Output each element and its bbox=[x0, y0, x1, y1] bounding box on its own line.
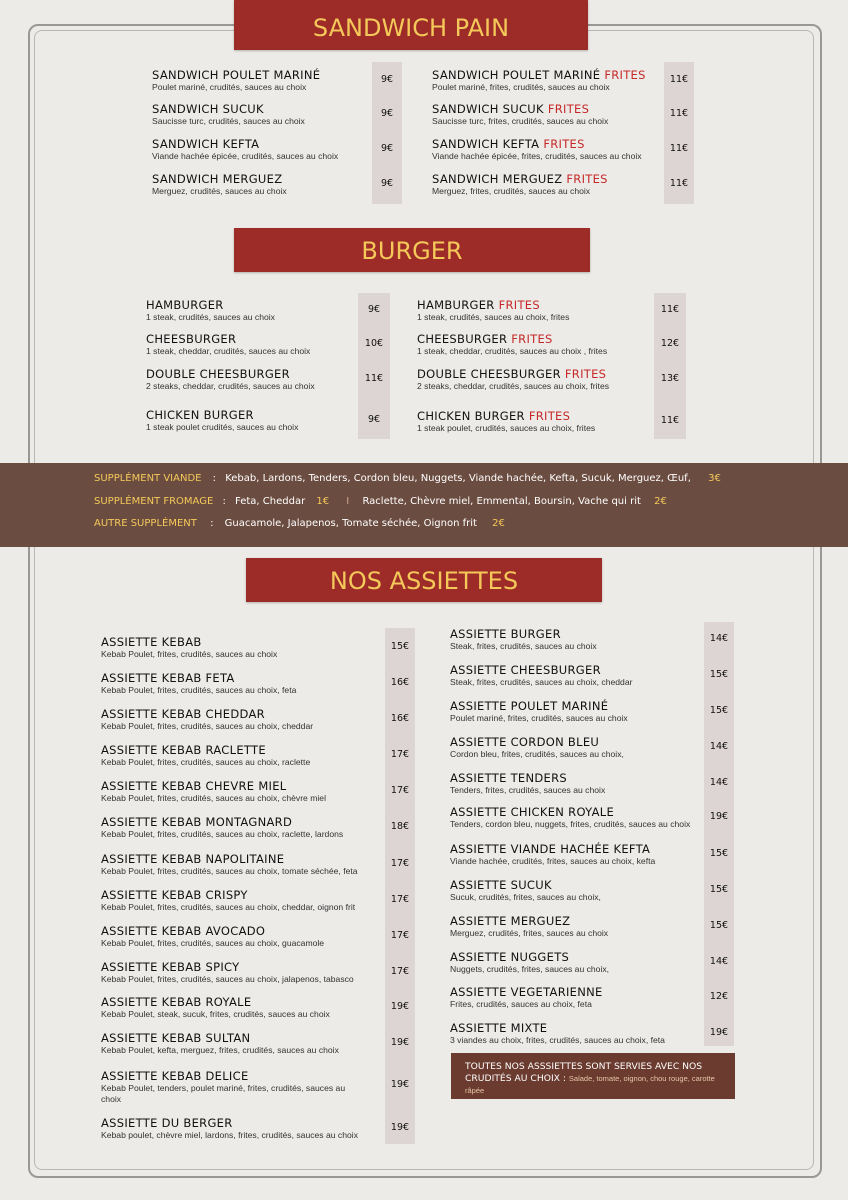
menu-item-price: 15€ bbox=[390, 641, 410, 652]
section-title-burger: BURGER bbox=[361, 237, 463, 265]
menu-item-description: Tenders, frites, crudités, sauces au choix bbox=[450, 785, 606, 795]
menu-item-title: ASSIETTE KEBAB SPICY bbox=[101, 960, 240, 974]
menu-item-title: SANDWICH KEFTA bbox=[432, 137, 540, 151]
menu-item-title: ASSIETTE CHICKEN ROYALE bbox=[450, 805, 615, 819]
menu-item-description: Kebab Poulet, frites, crudités, sauces au choix, tomate séchée, feta bbox=[101, 866, 358, 876]
menu-item-price: 11€ bbox=[660, 304, 680, 315]
menu-item-frites-highlight: FRITES bbox=[564, 367, 607, 381]
menu-item-description: Kebab Poulet, frites, crudités, sauces au choix bbox=[101, 649, 278, 659]
menu-item-description: Kebab Poulet, frites, crudités, sauces au choix, jalapenos, tabasco bbox=[101, 974, 354, 984]
menu-item-description: 1 steak, crudités, sauces au choix, frites bbox=[417, 312, 570, 322]
menu-item bbox=[101, 1031, 376, 1056]
menu-item-title: SANDWICH MERGUEZ bbox=[432, 172, 563, 186]
menu-item-description: 1 steak, cheddar, crudités, sauces au choix bbox=[146, 346, 311, 356]
menu-item-price: 19€ bbox=[709, 811, 729, 822]
menu-item-price: 10€ bbox=[364, 338, 384, 349]
menu-item-title: DOUBLE CHEESBURGER bbox=[146, 367, 290, 381]
section-title-sandwich: SANDWICH PAIN bbox=[312, 14, 510, 42]
menu-item-title: SANDWICH SUCUK bbox=[152, 102, 264, 116]
menu-item-price: 19€ bbox=[390, 1001, 410, 1012]
menu-item bbox=[417, 409, 647, 434]
menu-item bbox=[450, 878, 700, 903]
colon: : bbox=[210, 518, 214, 529]
menu-item-title: ASSIETTE KEBAB bbox=[101, 635, 202, 649]
menu-item-description: Viande hachée épicée, frites, crudités, sauces au choix bbox=[432, 151, 642, 161]
menu-item-price: 9€ bbox=[380, 108, 394, 119]
menu-item-price: 15€ bbox=[709, 669, 729, 680]
menu-item-description: 3 viandes au choix, frites, crudités, sauces au choix, feta bbox=[450, 1035, 665, 1045]
menu-item-price: 19€ bbox=[390, 1079, 410, 1090]
menu-item-price: 11€ bbox=[669, 108, 689, 119]
menu-item-name bbox=[101, 1031, 376, 1045]
menu-item-title: ASSIETTE KEBAB SULTAN bbox=[101, 1031, 251, 1045]
menu-item-description: Viande hachée épicée, crudités, sauces au choix bbox=[152, 151, 339, 161]
menu-item-title: SANDWICH KEFTA bbox=[152, 137, 260, 151]
menu-item-title: HAMBURGER bbox=[146, 298, 224, 312]
menu-item-name bbox=[101, 671, 376, 685]
menu-item-name bbox=[101, 815, 376, 829]
menu-item-price: 14€ bbox=[709, 633, 729, 644]
menu-item bbox=[101, 1069, 376, 1105]
menu-item-title: ASSIETTE BURGER bbox=[450, 627, 561, 641]
menu-item bbox=[101, 779, 376, 804]
menu-item-name bbox=[432, 137, 657, 151]
menu-item bbox=[450, 985, 700, 1010]
menu-item-description: Kebab Poulet, frites, crudités, sauces au choix, raclette bbox=[101, 757, 311, 767]
menu-item-price: 11€ bbox=[364, 373, 384, 384]
menu-item-description: Frites, crudités, sauces au choix, feta bbox=[450, 999, 592, 1009]
menu-item-title: SANDWICH POULET MARINÉ bbox=[152, 68, 321, 82]
menu-item-description: Saucisse turc, crudités, sauces au choix bbox=[152, 116, 305, 126]
note-line-2-label: CRUDITÉS AU CHOIX : bbox=[465, 1073, 566, 1084]
supplement-fromage-items-2: Raclette, Chèvre miel, Emmental, Boursin, Vache qui rit bbox=[362, 496, 641, 507]
menu-item-frites-highlight: FRITES bbox=[604, 68, 646, 82]
note-crudites-list-end: râpée bbox=[465, 1086, 485, 1095]
menu-item-price: 14€ bbox=[709, 956, 729, 967]
menu-item-description: 2 steaks, cheddar, crudités, sauces au choix bbox=[146, 381, 315, 391]
menu-item-title: ASSIETTE KEBAB ROYALE bbox=[101, 995, 252, 1009]
menu-item-name bbox=[417, 409, 647, 423]
menu-item-description: Kebab Poulet, frites, crudités, sauces au choix, cheddar, oignon frit bbox=[101, 902, 356, 912]
supplement-fromage-price-1: 1€ bbox=[316, 496, 330, 507]
menu-item-price: 15€ bbox=[709, 848, 729, 859]
supplement-autre-items: Guacamole, Jalapenos, Tomate séchée, Oignon frit bbox=[224, 518, 477, 529]
menu-item-price: 12€ bbox=[709, 991, 729, 1002]
supplement-fromage-price-2: 2€ bbox=[654, 496, 667, 507]
menu-item-price: 17€ bbox=[390, 930, 410, 941]
note-line-2 bbox=[465, 1073, 725, 1085]
menu-item-name bbox=[432, 102, 657, 116]
menu-item bbox=[450, 842, 700, 867]
menu-item-title: ASSIETTE KEBAB NAPOLITAINE bbox=[101, 852, 285, 866]
menu-item-title: ASSIETTE KEBAB CRISPY bbox=[101, 888, 248, 902]
menu-item-title: ASSIETTE KEBAB MONTAGNARD bbox=[101, 815, 293, 829]
menu-item-title: ASSIETTE TENDERS bbox=[450, 771, 567, 785]
menu-item-price: 17€ bbox=[390, 749, 410, 760]
menu-item bbox=[101, 707, 376, 732]
menu-item bbox=[450, 735, 700, 760]
colon: : bbox=[212, 473, 217, 484]
menu-item-frites-highlight: FRITES bbox=[566, 172, 608, 186]
menu-item-frites-highlight: FRITES bbox=[498, 298, 540, 312]
crudites-note bbox=[451, 1053, 735, 1099]
menu-item-name bbox=[152, 102, 367, 116]
menu-item-price: 12€ bbox=[660, 338, 680, 349]
menu-item bbox=[101, 960, 376, 985]
menu-item-price: 11€ bbox=[669, 74, 689, 85]
supplement-viande-row bbox=[94, 473, 721, 484]
menu-item bbox=[417, 332, 647, 357]
menu-item-price: 19€ bbox=[390, 1122, 410, 1133]
menu-item-name bbox=[101, 707, 376, 721]
menu-item bbox=[152, 172, 367, 197]
menu-item-description: Steak, frites, crudités, sauces au choix, cheddar bbox=[450, 677, 633, 687]
menu-item-title: SANDWICH MERGUEZ bbox=[152, 172, 283, 186]
menu-item-title: ASSIETTE NUGGETS bbox=[450, 950, 570, 964]
menu-item-name bbox=[450, 735, 700, 749]
menu-item-description: Kebab Poulet, frites, crudités, sauces au choix, raclette, lardons bbox=[101, 829, 344, 839]
menu-item bbox=[101, 671, 376, 696]
menu-item-price: 14€ bbox=[709, 777, 729, 788]
menu-item-description: Saucisse turc, frites, crudités, sauces au choix bbox=[432, 116, 609, 126]
menu-item-price: 13€ bbox=[660, 373, 680, 384]
menu-item-name bbox=[450, 1021, 700, 1035]
menu-item-title: HAMBURGER bbox=[417, 298, 495, 312]
supplement-viande-label: SUPPLÉMENT VIANDE bbox=[94, 473, 202, 484]
menu-item-name bbox=[450, 950, 700, 964]
menu-item-price: 17€ bbox=[390, 966, 410, 977]
menu-item bbox=[101, 743, 376, 768]
menu-item-name bbox=[450, 985, 700, 999]
section-banner-burger bbox=[234, 228, 590, 272]
menu-item-description: Kebab Poulet, frites, crudités, sauces au choix, cheddar bbox=[101, 721, 314, 731]
menu-item bbox=[450, 627, 700, 652]
menu-item-name bbox=[101, 960, 376, 974]
menu-item-description: Sucuk, crudités, frites, sauces au choix, bbox=[450, 892, 601, 902]
menu-item-description: Nuggets, crudités, frites, sauces au choix, bbox=[450, 964, 610, 974]
menu-item-title: ASSIETTE KEBAB CHEDDAR bbox=[101, 707, 265, 721]
menu-item-name bbox=[432, 68, 657, 82]
menu-item bbox=[450, 805, 700, 830]
menu-item-frites-highlight: FRITES bbox=[528, 409, 571, 423]
menu-item bbox=[146, 408, 351, 433]
menu-item-description: Kebab Poulet, frites, crudités, sauces au choix, guacamole bbox=[101, 938, 325, 948]
supplement-viande-items: Kebab, Lardons, Tenders, Cordon bleu, Nuggets, Viande hachée, Kefta, Sucuk, Merguez, Œuf, bbox=[225, 473, 691, 484]
menu-item-description: 1 steak poulet crudités, sauces au choix bbox=[146, 422, 299, 432]
menu-item-description: Merguez, crudités, sauces au choix bbox=[152, 186, 287, 196]
menu-item-frites-highlight: FRITES bbox=[543, 137, 585, 151]
supplement-fromage-row bbox=[94, 496, 667, 507]
menu-item-description: 1 steak, cheddar, crudités, sauces au choix , frites bbox=[417, 346, 608, 356]
supplement-autre-label: AUTRE SUPPLÉMENT bbox=[94, 518, 197, 529]
menu-item-description: 1 steak, crudités, sauces au choix bbox=[146, 312, 275, 322]
menu-item-description: 1 steak poulet, crudités, sauces au choix, frites bbox=[417, 423, 596, 433]
menu-item-description: Kebab poulet, chèvre miel, lardons, frites, crudités, sauces au choix bbox=[101, 1130, 358, 1140]
menu-item-name bbox=[432, 172, 657, 186]
separator: I bbox=[346, 496, 350, 507]
menu-item-name bbox=[417, 332, 647, 346]
assiettes-right-price-strip bbox=[704, 622, 734, 1046]
menu-item-description: Merguez, crudités, frites, sauces au choix bbox=[450, 928, 609, 938]
menu-item-title: ASSIETTE CHEESBURGER bbox=[450, 663, 601, 677]
note-line-1: TOUTES NOS ASSSIETTES SONT SERVIES AVEC NOS bbox=[465, 1061, 703, 1072]
menu-item-name bbox=[101, 743, 376, 757]
menu-item-name bbox=[450, 627, 700, 641]
menu-item-title: CHICKEN BURGER bbox=[146, 408, 254, 422]
menu-item-frites-highlight: FRITES bbox=[511, 332, 553, 346]
menu-item-title: SANDWICH SUCUK bbox=[432, 102, 544, 116]
menu-item-description: Poulet mariné, frites, crudités, sauces au choix bbox=[432, 82, 610, 92]
menu-item-title: ASSIETTE KEBAB CHEVRE MIEL bbox=[101, 779, 287, 793]
menu-item bbox=[152, 102, 367, 127]
menu-item bbox=[146, 367, 351, 392]
menu-item-name bbox=[101, 995, 376, 1009]
menu-item-title: ASSIETTE KEBAB AVOCADO bbox=[101, 924, 266, 938]
menu-item-frites-highlight: FRITES bbox=[547, 102, 590, 116]
menu-item-name bbox=[450, 878, 700, 892]
menu-item bbox=[146, 332, 351, 357]
menu-item-description: Tenders, cordon bleu, nuggets, frites, crudités, sauces au choix bbox=[450, 819, 691, 829]
menu-item-price: 17€ bbox=[390, 894, 410, 905]
menu-item-name bbox=[450, 842, 700, 856]
menu-item-title: ASSIETTE POULET MARINÉ bbox=[450, 699, 609, 713]
menu-item-description: Kebab Poulet, steak, sucuk, frites, crudités, sauces au choix bbox=[101, 1009, 330, 1019]
menu-item bbox=[450, 663, 700, 688]
menu-item-name bbox=[101, 779, 376, 793]
menu-item bbox=[450, 771, 700, 796]
menu-item-title: CHICKEN BURGER bbox=[417, 409, 525, 423]
menu-item-name bbox=[450, 914, 700, 928]
menu-item-name bbox=[101, 888, 376, 902]
menu-item-name bbox=[146, 298, 351, 312]
menu-item-name bbox=[152, 68, 367, 82]
colon: : bbox=[222, 496, 226, 507]
menu-item-price: 11€ bbox=[669, 178, 689, 189]
menu-item bbox=[146, 298, 351, 323]
menu-item-price: 15€ bbox=[709, 884, 729, 895]
menu-item-description: Viande hachée, crudités, frites, sauces au choix, kefta bbox=[450, 856, 656, 866]
menu-item-title: ASSIETTE KEBAB DELICE bbox=[101, 1069, 249, 1083]
menu-item bbox=[450, 914, 700, 939]
menu-item-description: Kebab Poulet, kefta, merguez, frites, crudités, sauces au choix bbox=[101, 1045, 339, 1055]
supplement-autre-price: 2€ bbox=[492, 518, 505, 529]
menu-item-price: 19€ bbox=[709, 1027, 729, 1038]
menu-item-name bbox=[450, 699, 700, 713]
menu-item-name bbox=[146, 367, 351, 381]
assiettes-left-price-strip bbox=[385, 628, 415, 1144]
note-crudites-list: Salade, tomate, oignon, chou rouge, carotte bbox=[568, 1074, 715, 1083]
menu-item-name bbox=[101, 635, 376, 649]
menu-item-title: ASSIETTE CORDON BLEU bbox=[450, 735, 600, 749]
menu-item-title: SANDWICH POULET MARINÉ bbox=[432, 68, 601, 82]
menu-item bbox=[101, 924, 376, 949]
menu-item-description: Merguez, frites, crudités, sauces au choix bbox=[432, 186, 591, 196]
menu-item bbox=[101, 815, 376, 840]
menu-item-name bbox=[146, 332, 351, 346]
menu-item bbox=[450, 1021, 700, 1046]
menu-item-description: Kebab Poulet, tenders, poulet mariné, frites, crudités, sauces au choix bbox=[101, 1083, 346, 1104]
menu-item bbox=[417, 298, 647, 323]
menu-item bbox=[152, 68, 367, 93]
menu-item-name bbox=[417, 298, 647, 312]
menu-item bbox=[152, 137, 367, 162]
menu-item bbox=[432, 137, 657, 162]
menu-item-name bbox=[101, 852, 376, 866]
menu-item bbox=[432, 172, 657, 197]
menu-item-description: Steak, frites, crudités, sauces au choix bbox=[450, 641, 597, 651]
menu-item-price: 11€ bbox=[669, 143, 689, 154]
menu-item-price: 9€ bbox=[380, 143, 394, 154]
menu-item-price: 19€ bbox=[390, 1037, 410, 1048]
menu-item-description: Cordon bleu, frites, crudités, sauces au choix, bbox=[450, 749, 624, 759]
menu-item bbox=[417, 367, 647, 392]
menu-item bbox=[101, 888, 376, 913]
section-title-assiettes: NOS ASSIETTES bbox=[329, 567, 519, 595]
menu-item-price: 9€ bbox=[367, 414, 381, 425]
menu-item bbox=[450, 950, 700, 975]
menu-item-price: 16€ bbox=[390, 713, 410, 724]
menu-item-title: ASSIETTE MIXTE bbox=[450, 1021, 548, 1035]
menu-item-name bbox=[450, 771, 700, 785]
menu-item-name bbox=[101, 924, 376, 938]
menu-item-price: 9€ bbox=[380, 178, 394, 189]
menu-item-price: 16€ bbox=[390, 677, 410, 688]
menu-item-title: CHEESBURGER bbox=[417, 332, 508, 346]
menu-item-name bbox=[146, 408, 351, 422]
menu-item-title: ASSIETTE SUCUK bbox=[450, 878, 552, 892]
supplement-autre-row bbox=[94, 518, 505, 529]
menu-item-title: ASSIETTE KEBAB RACLETTE bbox=[101, 743, 266, 757]
menu-item-name bbox=[101, 1069, 376, 1083]
menu-item bbox=[432, 102, 657, 127]
menu-item-name bbox=[450, 663, 700, 677]
menu-item-name bbox=[152, 137, 367, 151]
menu-item-description: Kebab Poulet, frites, crudités, sauces au choix, feta bbox=[101, 685, 297, 695]
menu-item-name bbox=[450, 805, 700, 819]
section-banner-assiettes bbox=[246, 558, 602, 602]
supplement-fromage-items-1: Feta, Cheddar bbox=[235, 496, 306, 507]
menu-item-title: ASSIETTE MERGUEZ bbox=[450, 914, 571, 928]
menu-item-name bbox=[152, 172, 367, 186]
supplement-fromage-label: SUPPLÉMENT FROMAGE bbox=[94, 496, 214, 507]
menu-item-description: Poulet mariné, frites, crudités, sauces au choix bbox=[450, 713, 628, 723]
menu-item-price: 9€ bbox=[380, 74, 394, 85]
menu-item bbox=[101, 852, 376, 877]
menu-item bbox=[101, 995, 376, 1020]
menu-item-title: ASSIETTE DU BERGER bbox=[101, 1116, 233, 1130]
menu-item-name bbox=[101, 1116, 376, 1130]
menu-item bbox=[101, 635, 376, 660]
menu-item-price: 14€ bbox=[709, 741, 729, 752]
menu-item-price: 17€ bbox=[390, 785, 410, 796]
supplements-band bbox=[0, 463, 848, 547]
menu-item-title: ASSIETTE VIANDE HACHÉE KEFTA bbox=[450, 842, 651, 856]
menu-item-description: 2 steaks, cheddar, crudités, sauces au choix, frites bbox=[417, 381, 610, 391]
menu-item bbox=[432, 68, 657, 93]
section-banner-sandwich bbox=[234, 0, 588, 50]
menu-item-title: DOUBLE CHEESBURGER bbox=[417, 367, 561, 381]
menu-item-name bbox=[417, 367, 647, 381]
menu-item-title: ASSIETTE KEBAB FETA bbox=[101, 671, 235, 685]
menu-item-price: 9€ bbox=[367, 304, 381, 315]
menu-item bbox=[101, 1116, 376, 1141]
menu-item-price: 11€ bbox=[660, 415, 680, 426]
menu-item-description: Kebab Poulet, frites, crudités, sauces au choix, chèvre miel bbox=[101, 793, 326, 803]
menu-item-price: 15€ bbox=[709, 920, 729, 931]
menu-item bbox=[450, 699, 700, 724]
menu-item-description: Poulet mariné, crudités, sauces au choix bbox=[152, 82, 307, 92]
menu-item-title: CHEESBURGER bbox=[146, 332, 237, 346]
menu-item-price: 15€ bbox=[709, 705, 729, 716]
menu-item-price: 18€ bbox=[390, 821, 410, 832]
menu-item-title: ASSIETTE VEGETARIENNE bbox=[450, 985, 603, 999]
supplement-viande-price: 3€ bbox=[708, 473, 721, 484]
menu-item-price: 17€ bbox=[390, 858, 410, 869]
